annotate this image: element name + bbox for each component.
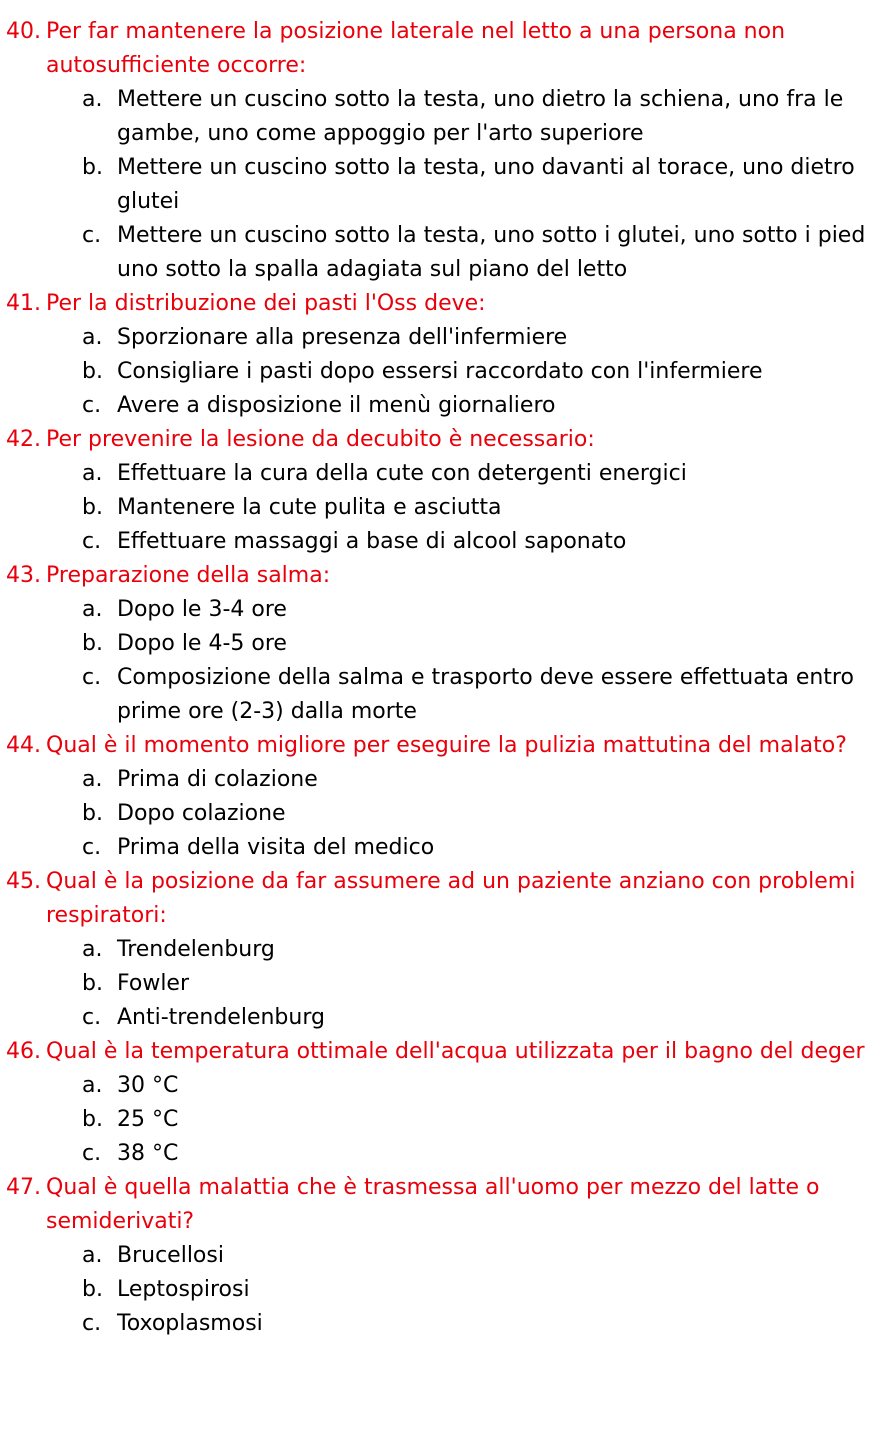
answer-option	[0, 1273, 882, 1307]
option-letter: b.	[82, 971, 103, 996]
option-text: Mettere un cuscino sotto la testa, uno davanti al torace, uno dietro	[117, 155, 855, 180]
answer-option	[0, 661, 882, 695]
question-41	[0, 287, 882, 423]
option-letter: c.	[82, 1141, 102, 1166]
option-text: Mettere un cuscino sotto la testa, uno sotto i glutei, uno sotto i pied	[117, 223, 866, 248]
answer-option	[0, 933, 882, 967]
answer-option	[0, 1137, 882, 1171]
option-letter: a.	[82, 325, 103, 350]
question-number: 40.	[6, 19, 41, 44]
answer-option	[0, 1307, 882, 1341]
question-header	[0, 287, 882, 321]
question-43	[0, 559, 882, 729]
question-number: 47.	[6, 1175, 41, 1200]
option-text: Dopo colazione	[117, 801, 286, 826]
option-text: Toxoplasmosi	[117, 1311, 263, 1336]
option-text: Trendelenburg	[117, 937, 275, 962]
question-header	[0, 423, 882, 457]
question-45	[0, 865, 882, 1035]
answer-option	[0, 967, 882, 1001]
question-header	[0, 15, 882, 49]
option-text: 30 °C	[117, 1073, 179, 1098]
option-text: Effettuare massaggi a base di alcool saponato	[117, 529, 627, 554]
question-header	[0, 729, 882, 763]
option-text: Dopo le 3-4 ore	[117, 597, 287, 622]
answer-option	[0, 627, 882, 661]
option-letter: b.	[82, 801, 103, 826]
answer-option	[0, 1069, 882, 1103]
option-letter: c.	[82, 1311, 102, 1336]
answer-option	[0, 321, 882, 355]
option-letter: a.	[82, 937, 103, 962]
question-40	[0, 15, 882, 287]
option-letter: c.	[82, 223, 102, 248]
option-letter: a.	[82, 767, 103, 792]
option-text: Anti-trendelenburg	[117, 1005, 325, 1030]
question-text: Qual è quella malattia che è trasmessa all'uomo per mezzo del latte o	[46, 1175, 820, 1200]
question-header	[0, 865, 882, 899]
question-number: 42.	[6, 427, 41, 452]
option-letter: a.	[82, 597, 103, 622]
answer-option	[0, 1001, 882, 1035]
option-text: Brucellosi	[117, 1243, 224, 1268]
option-text-continued: uno sotto la spalla adagiata sul piano del letto	[117, 257, 628, 282]
option-letter: b.	[82, 359, 103, 384]
answer-option	[0, 491, 882, 525]
question-text: Qual è il momento migliore per eseguire la pulizia mattutina del malato?	[46, 733, 847, 758]
answer-option	[0, 389, 882, 423]
answer-option	[0, 83, 882, 117]
question-number: 41.	[6, 291, 41, 316]
question-text-continued: semiderivati?	[46, 1209, 195, 1234]
question-text: Qual è la temperatura ottimale dell'acqua utilizzata per il bagno del deger	[46, 1039, 865, 1064]
option-text: Mettere un cuscino sotto la testa, uno dietro la schiena, uno fra le	[117, 87, 844, 112]
question-header	[0, 1171, 882, 1205]
answer-option	[0, 593, 882, 627]
question-47	[0, 1171, 882, 1341]
option-letter: c.	[82, 393, 102, 418]
question-text: Per la distribuzione dei pasti l'Oss deve:	[46, 291, 486, 316]
option-text-continued: gambe, uno come appoggio per l'arto superiore	[117, 121, 644, 146]
question-number: 43.	[6, 563, 41, 588]
question-number: 44.	[6, 733, 41, 758]
option-letter: a.	[82, 1243, 103, 1268]
question-number: 45.	[6, 869, 41, 894]
option-text: Effettuare la cura della cute con detergenti energici	[117, 461, 687, 486]
question-text-continued: respiratori:	[46, 903, 167, 928]
option-letter: b.	[82, 495, 103, 520]
option-text: 25 °C	[117, 1107, 179, 1132]
option-text: Prima della visita del medico	[117, 835, 435, 860]
option-text: Avere a disposizione il menù giornaliero	[117, 393, 556, 418]
option-text: Composizione della salma e trasporto deve essere effettuata entro	[117, 665, 854, 690]
question-text: Per far mantenere la posizione laterale nel letto a una persona non	[46, 19, 786, 44]
option-letter: c.	[82, 835, 102, 860]
option-text: Prima di colazione	[117, 767, 318, 792]
answer-option	[0, 1103, 882, 1137]
answer-option	[0, 763, 882, 797]
option-text-continued: prime ore (2-3) dalla morte	[117, 699, 417, 724]
option-text: Consigliare i pasti dopo essersi raccordato con l'infermiere	[117, 359, 763, 384]
option-text-continued: glutei	[117, 189, 180, 214]
option-letter: a.	[82, 1073, 103, 1098]
option-text: 38 °C	[117, 1141, 179, 1166]
answer-option	[0, 525, 882, 559]
option-text: Mantenere la cute pulita e asciutta	[117, 495, 502, 520]
answer-option	[0, 797, 882, 831]
question-header	[0, 1035, 882, 1069]
option-letter: a.	[82, 87, 103, 112]
answer-option	[0, 457, 882, 491]
answer-option	[0, 355, 882, 389]
question-number: 46.	[6, 1039, 41, 1064]
question-44	[0, 729, 882, 865]
question-text-continued: autosufficiente occorre:	[46, 53, 307, 78]
answer-option	[0, 1239, 882, 1273]
option-letter: b.	[82, 155, 103, 180]
question-header	[0, 559, 882, 593]
option-letter: b.	[82, 1107, 103, 1132]
option-text: Fowler	[117, 971, 190, 996]
question-text: Qual è la posizione da far assumere ad un paziente anziano con problemi	[46, 869, 856, 894]
option-text: Leptospirosi	[117, 1277, 250, 1302]
question-42	[0, 423, 882, 559]
option-text: Sporzionare alla presenza dell'infermiere	[117, 325, 568, 350]
option-letter: a.	[82, 461, 103, 486]
question-list	[0, 15, 882, 1341]
question-46	[0, 1035, 882, 1171]
answer-option	[0, 151, 882, 185]
answer-option	[0, 219, 882, 253]
question-text: Preparazione della salma:	[46, 563, 331, 588]
answer-option	[0, 831, 882, 865]
option-letter: c.	[82, 665, 102, 690]
option-letter: c.	[82, 529, 102, 554]
option-letter: b.	[82, 631, 103, 656]
option-letter: c.	[82, 1005, 102, 1030]
option-text: Dopo le 4-5 ore	[117, 631, 287, 656]
question-text: Per prevenire la lesione da decubito è necessario:	[46, 427, 595, 452]
option-letter: b.	[82, 1277, 103, 1302]
